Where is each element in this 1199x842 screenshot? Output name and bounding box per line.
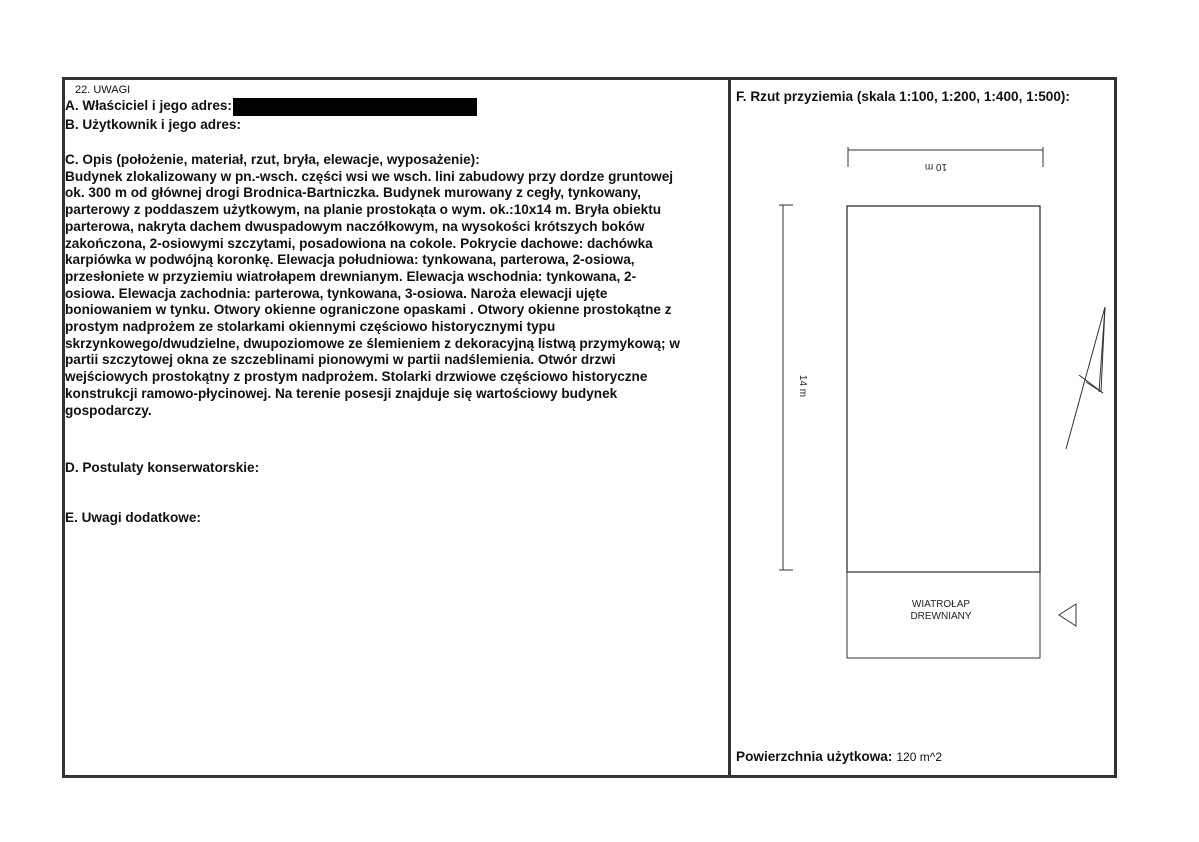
description-body bbox=[65, 169, 719, 420]
length-dimension-label: 14 m bbox=[797, 374, 808, 398]
description-line: prostym nadprożem ze stolarkami okiennymi częściowo historycznymi typu bbox=[65, 319, 556, 335]
floor-plan-panel bbox=[731, 80, 1114, 775]
conservation-postulates-label: D. Postulaty konserwatorskie: bbox=[65, 460, 260, 475]
description-line: Budynek zlokalizowany w pn.-wsch. części wsi we wsch. lini zabudowy przy dordze gruntowej bbox=[65, 168, 674, 184]
owner-row bbox=[65, 98, 477, 116]
description-line: karpiówka w podwójną koronkę. Elewacja południowa: tynkowana, parterowa, 2-osiowa, bbox=[65, 252, 635, 268]
description-line: zakończona, 2-osiowymi szczytami, posadowiona na cokole. Pokrycie dachowe: dachówka bbox=[65, 235, 653, 251]
description-line: boniowaniem w tynku. Otwory okienne ograniczone opaskami . Otwory okienne prostokątne z bbox=[65, 302, 672, 318]
user-label: B. Użytkownik i jego adres: bbox=[65, 117, 242, 132]
owner-label: A. Właściciel i jego adres: bbox=[65, 98, 232, 113]
description-line: ok. 300 m od głównej drogi Brodnica-Bartniczka. Budynek murowany z cegły, tynkowany, bbox=[65, 185, 641, 201]
usable-area-value: 120 m^2 bbox=[896, 750, 943, 764]
description-line: skrzynkowego/dwudzielne, dwupoziomowe ze ślemieniem z dekoracyjną listwą przymykową; w bbox=[65, 335, 680, 351]
description-line: osiowa. Elewacja zachodnia: parterowa, tynkowana, 3-osiowa. Naroża elewacji ujęte bbox=[65, 285, 608, 301]
description-block bbox=[65, 152, 719, 419]
description-line: partii szczytowej okna ze szczeblinami pionowymi w partii nadślemienia. Otwór drzwi bbox=[65, 352, 616, 368]
form-frame bbox=[62, 77, 1117, 778]
building-outline bbox=[847, 206, 1040, 572]
description-line: przesłoniete w przyziemiu wiatrołapem drewnianym. Elewacja wschodnia: tynkowana, 2- bbox=[65, 268, 637, 284]
section-22-label: 22. UWAGI bbox=[75, 84, 131, 96]
vestibule-label-line1: WIATROŁAP bbox=[911, 599, 971, 610]
remarks-panel bbox=[65, 80, 725, 775]
description-line: gospodarczy. bbox=[65, 402, 152, 418]
floor-plan-title: F. Rzut przyziemia (skala 1:100, 1:200, 1:400, 1:500): bbox=[736, 89, 1070, 104]
description-line: konstrukcji ramowo-płycinowej. Na terenie posesji znajduje się wartościowy budynek bbox=[65, 385, 618, 401]
width-dimension-label: 10 m bbox=[924, 161, 948, 172]
description-line: parterowy z poddaszem użytkowym, na planie prostokąta o wym. ok.:10x14 m. Bryła obiektu bbox=[65, 202, 662, 218]
usable-area-row bbox=[736, 749, 942, 766]
redaction-bar bbox=[233, 98, 477, 116]
description-line: parterowa, nakryta dachem dwuspadowym naczółkowym, na wysokości krótszych boków bbox=[65, 218, 645, 234]
floor-plan-drawing bbox=[731, 80, 1114, 775]
usable-area-label: Powierzchnia użytkowa: bbox=[736, 749, 893, 764]
entrance-arrow-icon bbox=[1059, 604, 1076, 626]
description-label: C. Opis (położenie, materiał, rzut, bryła, elewacje, wyposażenie): bbox=[65, 152, 480, 167]
length-dimension bbox=[779, 205, 808, 570]
additional-remarks-label: E. Uwagi dodatkowe: bbox=[65, 510, 201, 525]
vestibule-label-line2: DREWNIANY bbox=[910, 611, 972, 622]
width-dimension bbox=[848, 147, 1043, 172]
north-arrow-icon bbox=[1066, 307, 1105, 449]
description-line: wejściowych prostokątny z prostym nadprożem. Stolarki drzwiowe częściowo historyczne bbox=[65, 369, 648, 385]
